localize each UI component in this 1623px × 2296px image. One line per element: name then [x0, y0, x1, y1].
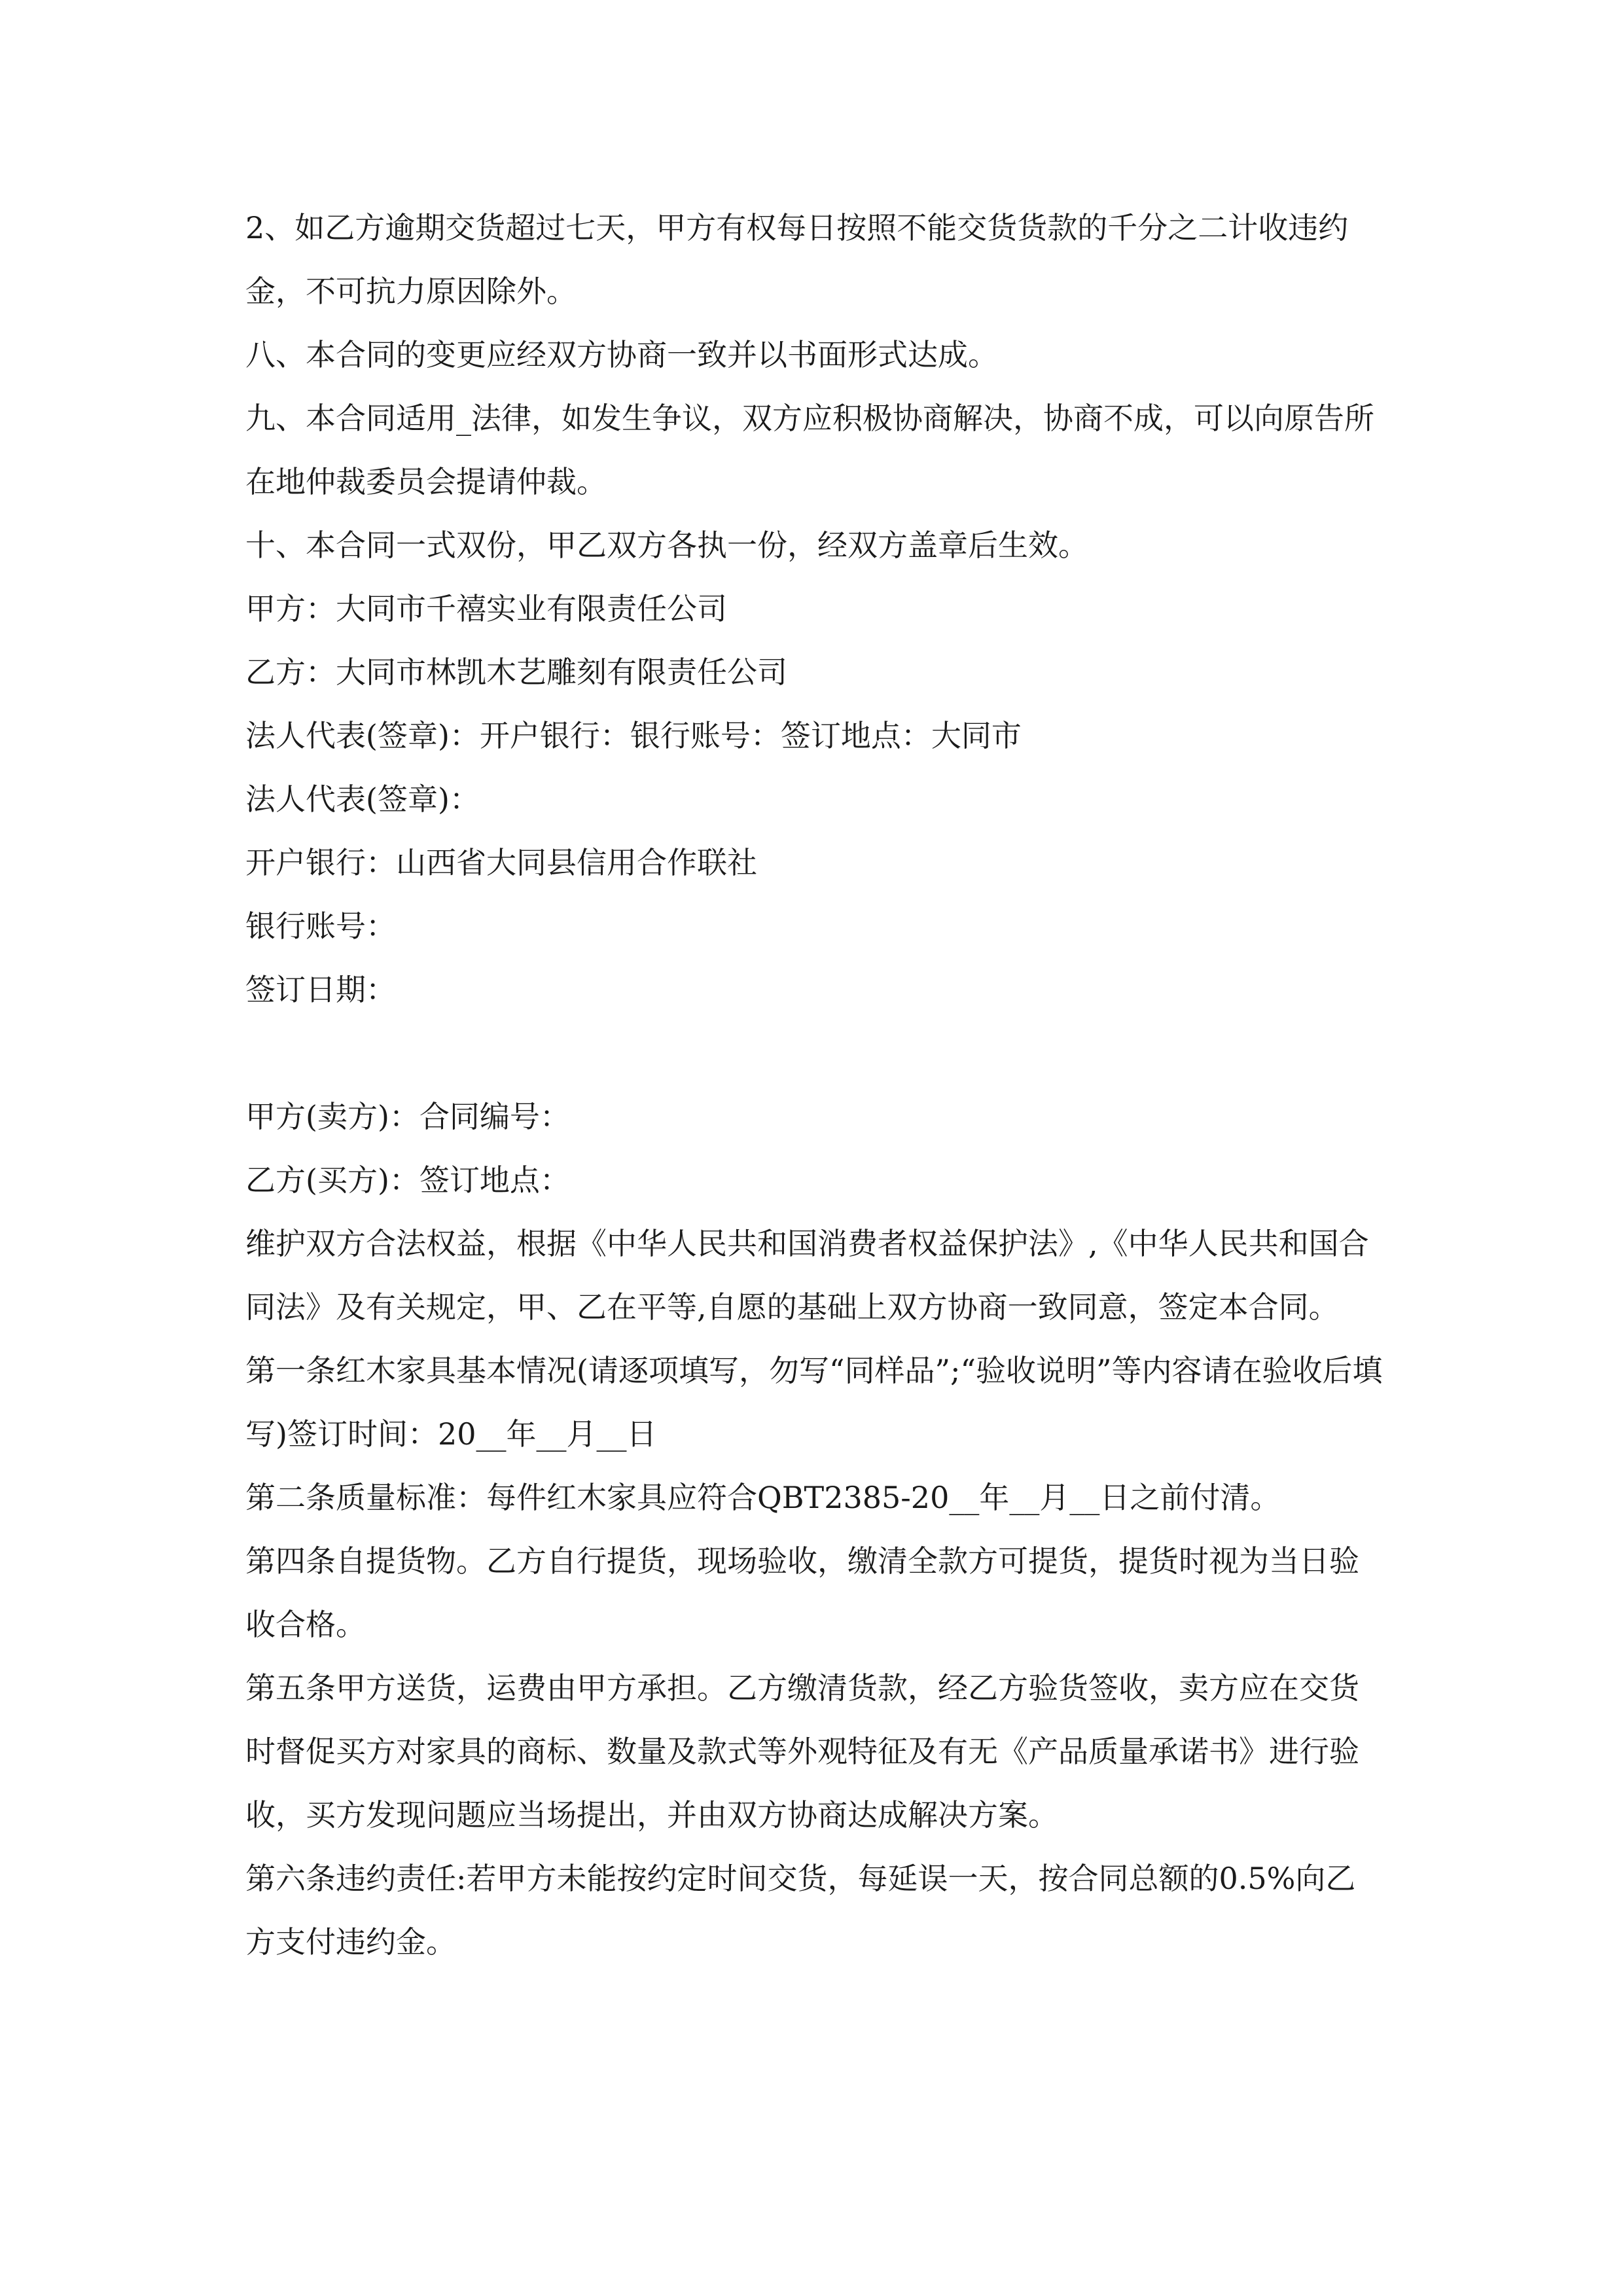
buyer-line: 乙方(买方)：签订地点： [245, 1162, 570, 1198]
clause-nine: 九、本合同适用_法律，如发生争议，双方应积极协商解决，协商不成，可以向原告所在地仲裁委员会提请仲裁。 [245, 401, 1374, 499]
article-one: 第一条红木家具基本情况(请逐项填写，勿写“同样品”;“验收说明”等内容请在验收后填写)签订时间：20__年__月__日 [245, 1353, 1383, 1452]
article-six: 第六条违约责任:若甲方未能按约定时间交货，每延误一天，按合同总额的0.5%向乙方支付违约金。 [245, 1861, 1356, 1960]
bank-line: 开户银行：山西省大同县信用合作联社 [245, 845, 757, 880]
article-two: 第二条质量标准：每件红木家具应符合QBT2385-20__年__月__日之前付清。 [245, 1480, 1281, 1515]
document-body [245, 196, 1384, 1974]
article-four: 第四条自提货物。乙方自行提货，现场验收，缴清全款方可提货，提货时视为当日验收合格。 [245, 1543, 1359, 1642]
seller-line: 甲方(卖方)：合同编号： [245, 1099, 570, 1134]
signing-date-line: 签订日期： [245, 972, 396, 1007]
clause-ten: 十、本合同一式双份，甲乙双方各执一份，经双方盖章后生效。 [245, 528, 1088, 563]
clause-eight: 八、本合同的变更应经双方协商一致并以书面形式达成。 [245, 337, 998, 372]
preamble: 维护双方合法权益，根据《中华人民共和国消费者权益保护法》,《中华人民共和国合同法》及有关规定，甲、乙在平等,自愿的基础上双方协商一致同意，签定本合同。 [245, 1226, 1369, 1325]
account-line: 银行账号： [245, 908, 396, 944]
clause-late-delivery: 2、如乙方逾期交货超过七天，甲方有权每日按照不能交货货款的千分之二计收违约金，不可抗力原因除外。 [245, 210, 1349, 309]
section-gap [245, 1022, 1384, 1085]
party-a-name: 甲方：大同市千禧实业有限责任公司 [245, 591, 727, 626]
article-five: 第五条甲方送货，运费由甲方承担。乙方缴清货款，经乙方验货签收，卖方应在交货时督促买方对家具的商标、数量及款式等外观特征及有无《产品质量承诺书》进行验收，买方发现问题应当场提出，并由双方协商达成解决方案。 [245, 1670, 1359, 1833]
party-b-name: 乙方：大同市林凯木艺雕刻有限责任公司 [245, 655, 787, 690]
legal-rep-line: 法人代表(签章)： [245, 781, 480, 817]
signature-line: 法人代表(签章)：开户银行：银行账号：签订地点：大同市 [245, 718, 1022, 753]
